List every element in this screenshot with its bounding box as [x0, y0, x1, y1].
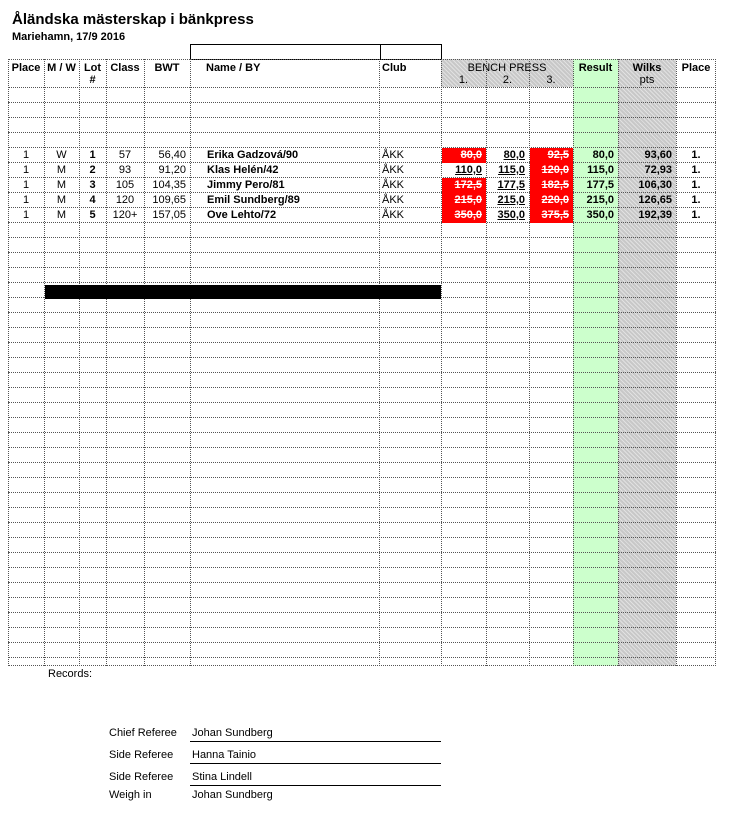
col-header-bench-press: BENCH PRESS — [467, 62, 547, 74]
name-cell: Ove Lehto/72 — [207, 209, 277, 221]
place-cell: 1 — [22, 164, 30, 176]
wilks-cell: 72,93 — [644, 164, 672, 176]
class-cell: 105 — [115, 179, 135, 191]
records-label: Records: — [48, 668, 93, 680]
attempt-3-cell: 182,5 — [530, 178, 573, 193]
attempt-3-cell: 220,0 — [530, 193, 573, 208]
table-row[interactable] — [8, 148, 716, 163]
top-input-box-left — [190, 44, 381, 60]
col-header-attempt-3: 3. — [546, 74, 556, 86]
attempt-2-cell: 115,0 — [498, 164, 525, 176]
rank-cell: 1. — [691, 209, 701, 221]
table-row[interactable] — [8, 208, 716, 223]
attempt-1-cell: 172,5 — [442, 178, 486, 193]
result-cell: 215,0 — [586, 194, 614, 206]
official-name: Johan Sundberg — [192, 727, 273, 739]
name-cell: Erika Gadzová/90 — [207, 149, 299, 161]
official-role-label: Side Referee — [109, 749, 174, 761]
signature-line — [190, 785, 441, 786]
gender-cell: M — [56, 194, 67, 206]
lot-cell: 2 — [89, 164, 96, 176]
lot-cell: 5 — [89, 209, 96, 221]
wilks-cell: 93,60 — [644, 149, 672, 161]
gender-cell: M — [56, 179, 67, 191]
col-header-class: Class — [110, 62, 140, 74]
col-header-attempt-2: 2. — [502, 74, 513, 86]
col-header-club: Club — [382, 62, 407, 74]
col-header-wilks-pts: pts — [639, 74, 655, 86]
gender-cell: W — [56, 149, 67, 161]
official-name: Johan Sundberg — [192, 789, 273, 801]
place-cell: 1 — [22, 209, 30, 221]
table-row[interactable] — [8, 178, 716, 193]
attempt-2-cell: 177,5 — [497, 179, 525, 191]
club-cell: ÅKK — [382, 164, 405, 176]
place-cell: 1 — [22, 194, 30, 206]
table-row[interactable] — [8, 163, 716, 178]
wilks-cell: 126,65 — [638, 194, 672, 206]
official-role-label: Chief Referee — [109, 727, 177, 739]
attempt-2-cell: 350,0 — [497, 209, 525, 221]
result-cell: 350,0 — [586, 209, 614, 221]
gender-cell: M — [56, 164, 67, 176]
attempt-3-cell: 92,5 — [530, 148, 573, 163]
official-role-label: Weigh in — [109, 789, 152, 801]
club-cell: ÅKK — [382, 149, 405, 161]
attempt-2-cell: 80,0 — [503, 149, 525, 161]
signature-line — [190, 763, 441, 764]
col-header-mw: M / W — [47, 62, 76, 74]
bwt-cell: 157,05 — [152, 209, 186, 221]
class-cell: 120 — [115, 194, 135, 206]
col-header-attempt-1: 1. — [458, 74, 469, 86]
official-name: Stina Lindell — [192, 771, 252, 783]
attempt-1-cell: 215,0 — [442, 193, 486, 208]
attempt-2-cell: 215,0 — [497, 194, 525, 206]
gender-cell: M — [56, 209, 67, 221]
attempt-1-cell: 80,0 — [442, 148, 486, 163]
result-cell: 80,0 — [592, 149, 614, 161]
attempt-1-cell: 110,0 — [455, 164, 482, 176]
class-cell: 93 — [118, 164, 132, 176]
top-input-box-right — [380, 44, 442, 60]
official-name: Hanna Tainio — [192, 749, 257, 761]
bwt-cell: 104,35 — [152, 179, 186, 191]
col-header-result: Result — [578, 62, 613, 74]
col-header-bwt: BWT — [154, 62, 180, 74]
bwt-cell: 109,65 — [152, 194, 186, 206]
class-cell: 57 — [118, 149, 132, 161]
result-cell: 115,0 — [587, 164, 614, 176]
signature-line — [190, 741, 441, 742]
lot-cell: 4 — [89, 194, 96, 206]
col-header-lot-hash: # — [89, 74, 96, 86]
name-cell: Klas Helén/42 — [207, 164, 279, 176]
col-header-wilks: Wilks — [632, 62, 662, 74]
bwt-cell: 91,20 — [158, 164, 186, 176]
lot-cell: 1 — [89, 149, 96, 161]
class-cell: 120+ — [112, 209, 138, 221]
black-separator-bar — [45, 285, 441, 299]
page-title: Åländska mästerskap i bänkpress — [12, 11, 254, 28]
page-subtitle: Mariehamn, 17/9 2016 — [12, 31, 126, 43]
col-header-place: Place — [11, 62, 41, 74]
club-cell: ÅKK — [382, 179, 405, 191]
result-cell: 177,5 — [586, 179, 614, 191]
attempt-1-cell: 350,0 — [442, 208, 486, 223]
place-cell: 1 — [22, 179, 30, 191]
wilks-cell: 106,30 — [638, 179, 672, 191]
table-row[interactable] — [8, 193, 716, 208]
official-role-label: Side Referee — [109, 771, 174, 783]
col-header-place-final: Place — [681, 62, 711, 74]
bwt-cell: 56,40 — [158, 149, 186, 161]
attempt-3-cell: 375,5 — [530, 208, 573, 223]
rank-cell: 1. — [691, 179, 701, 191]
place-cell: 1 — [22, 149, 30, 161]
rank-cell: 1. — [691, 149, 701, 161]
name-cell: Emil Sundberg/89 — [207, 194, 300, 206]
wilks-cell: 192,39 — [638, 209, 672, 221]
col-header-lot: Lot — [83, 62, 102, 74]
lot-cell: 3 — [89, 179, 96, 191]
rank-cell: 1. — [691, 194, 701, 206]
name-cell: Jimmy Pero/81 — [207, 179, 285, 191]
club-cell: ÅKK — [382, 209, 405, 221]
rank-cell: 1. — [691, 164, 701, 176]
col-header-name: Name / BY — [206, 62, 261, 74]
club-cell: ÅKK — [382, 194, 405, 206]
attempt-3-cell: 120,0 — [530, 163, 573, 178]
